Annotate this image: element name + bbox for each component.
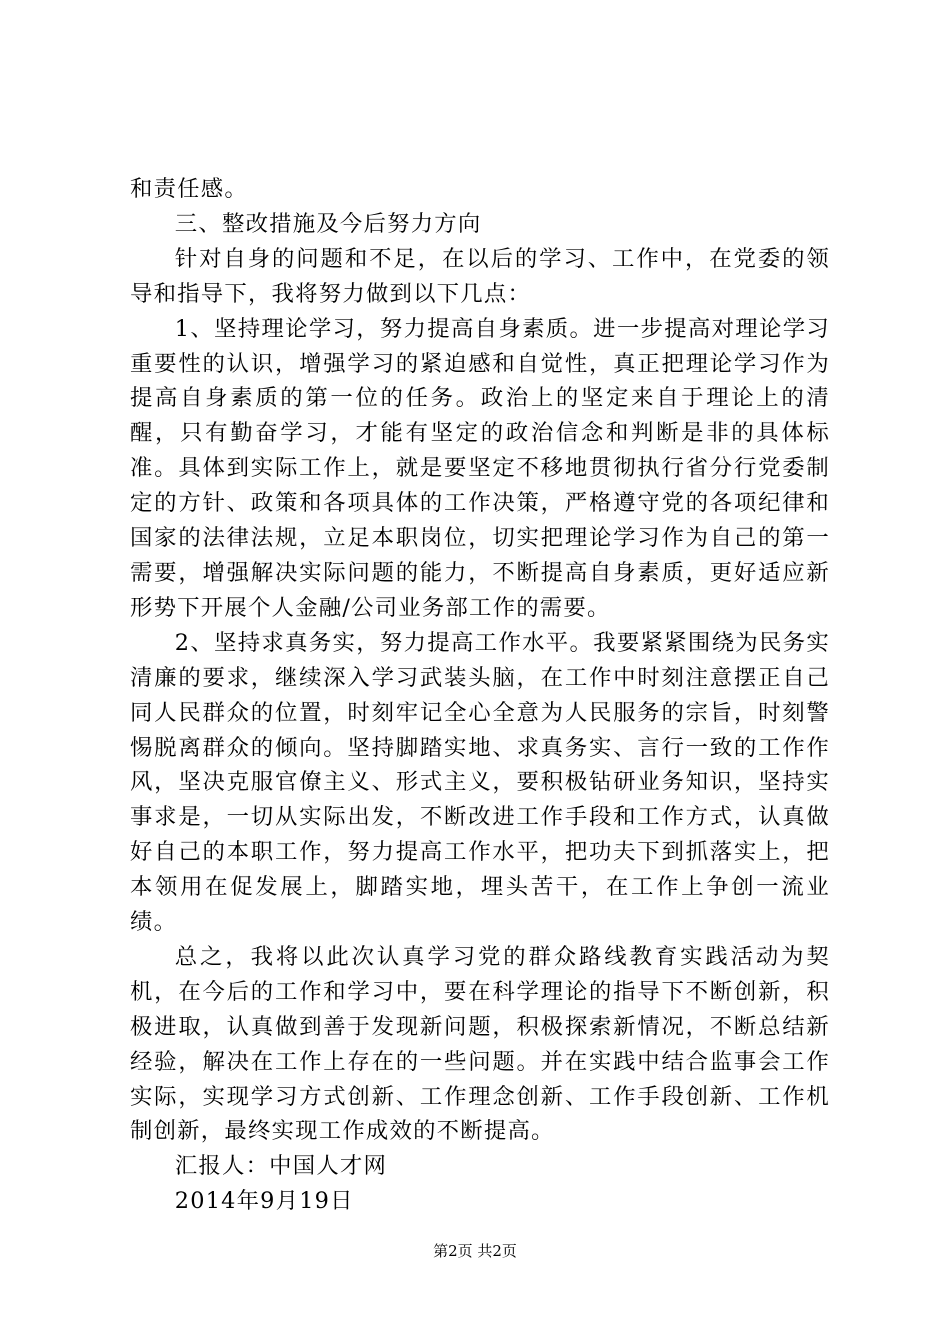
paragraph-point-1: 1、坚持理论学习，努力提高自身素质。进一步提高对理论学习重要性的认识，增强学习的紧迫感和自觉性，真正把理论学习作为提高自身素质的第一位的任务。政治上的坚定来自于理论上的清醒，只有勤奋学习，才能有坚定的政治信念和判断是非的具体标准。具体到实际工作上，就是要坚定不移地贯彻执行省分行党委制定的方针、政策和各项具体的工作决策，严格遵守党的各项纪律和国家的法律法规，立足本职岗位，切实把理论学习作为自己的第一需要，增强解决实际问题的能力，不断提高自身素质，更好适应新形势下开展个人金融/公司业务部工作的需要。: [130, 315, 830, 621]
paragraph-conclusion: 总之，我将以此次认真学习党的群众路线教育实践活动为契机，在今后的工作和学习中，要在科学理论的指导下不断创新，积极进取，认真做到善于发现新问题，积极探索新情况，不断总结新经验，解决在工作上存在的一些问题。并在实践中结合监事会工作实际，实现学习方式创新、工作理念创新、工作手段创新、工作机制创新，最终实现工作成效的不断提高。: [130, 943, 830, 1145]
date-line: 2014年9月19日: [174, 1188, 354, 1215]
page-number-footer: 第2页 共2页: [433, 1242, 517, 1260]
reporter-line: 汇报人：中国人才网: [174, 1153, 388, 1180]
paragraph-continuation: 和责任感。: [130, 176, 248, 202]
document-body: [130, 172, 830, 1219]
section-heading: 三、整改措施及今后努力方向: [174, 210, 482, 237]
paragraph-intro: 针对自身的问题和不足，在以后的学习、工作中，在党委的领导和指导下，我将努力做到以下几点：: [130, 245, 830, 307]
paragraph-point-2: 2、坚持求真务实，努力提高工作水平。我要紧紧围绕为民务实清廉的要求，继续深入学习武装头脑，在工作中时刻注意摆正自己同人民群众的位置，时刻牢记全心全意为人民服务的宗旨，时刻警惕脱离群众的倾向。坚持脚踏实地、求真务实、言行一致的工作作风，坚决克服官僚主义、形式主义，要积极钻研业务知识，坚持实事求是，一切从实际出发，不断改进工作手段和工作方式，认真做好自己的本职工作，努力提高工作水平，把功夫下到抓落实上，把本领用在促发展上，脚踏实地，埋头苦干，在工作上争创一流业绩。: [130, 629, 830, 936]
